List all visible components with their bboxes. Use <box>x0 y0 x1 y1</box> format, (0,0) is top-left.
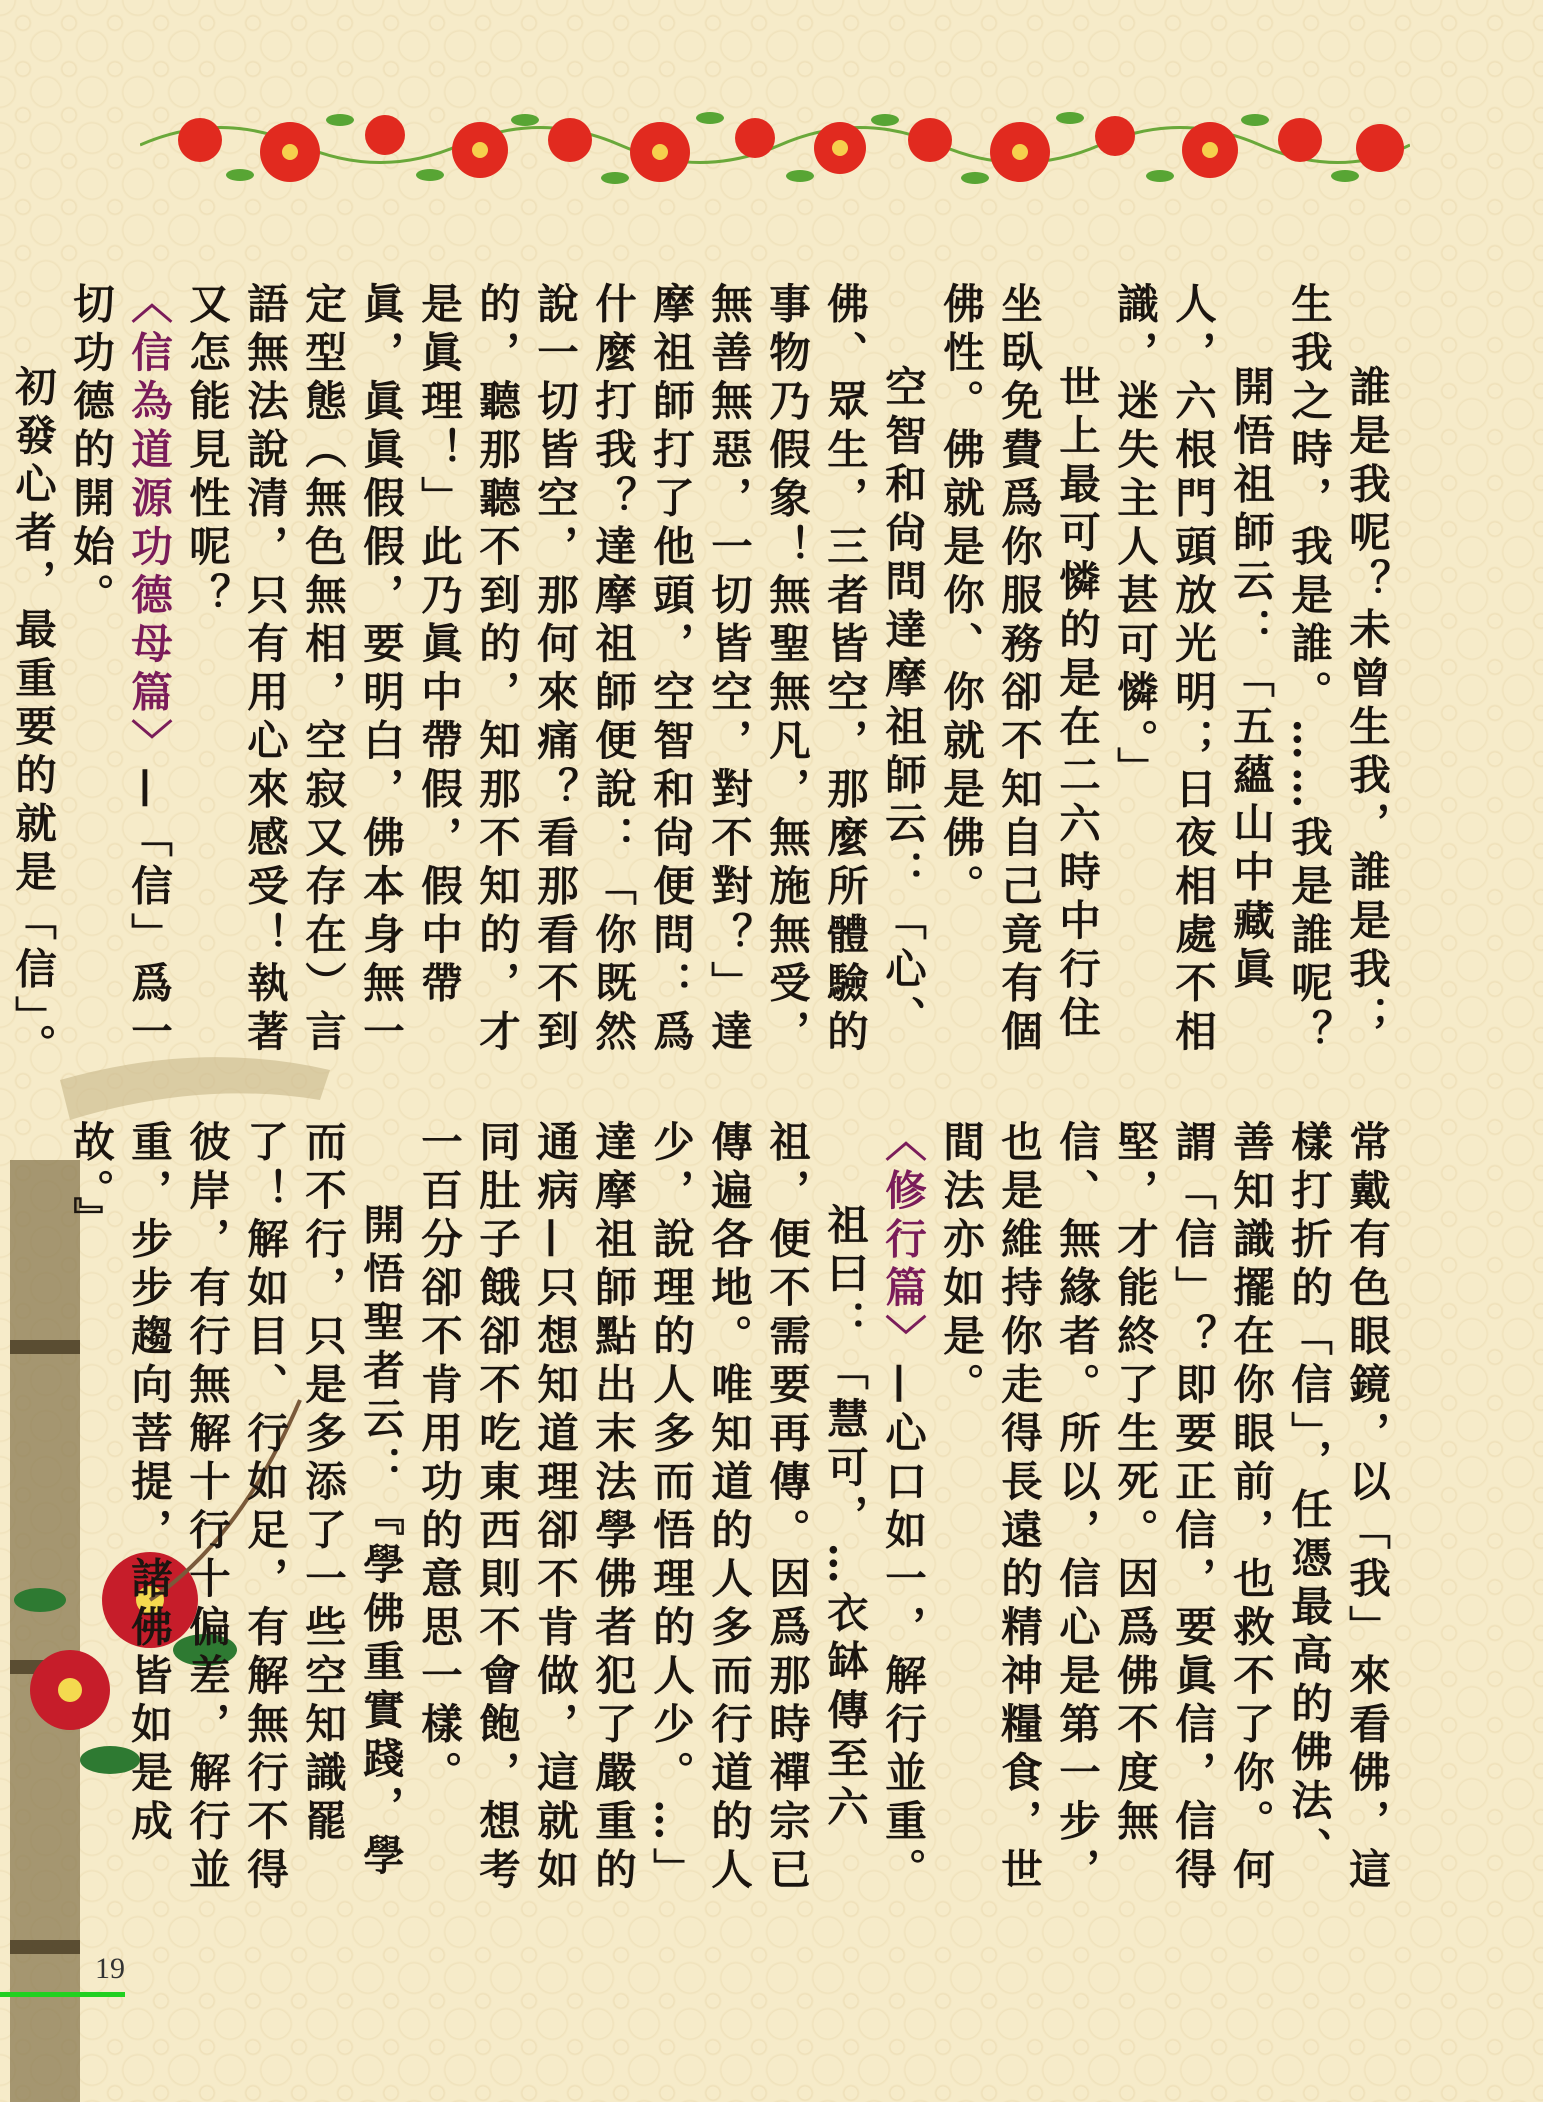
paragraph: 空智和尙問達摩祖師云：「心、佛、眾生，三者皆空，那麼所體驗的事物乃假象！無聖無凡，無施無受，無善無惡，一切皆空，對不對？」達摩祖師打了他頭，空智和尙便問：爲什麼打我？達摩祖師便說：「你既然說一切皆空，那何來痛？看那看不到的，聽那聽不到的，知那不知的，才是眞理！」此乃眞中帶假，假中帶眞，眞眞假假，要明白，佛本身無一定型態（無色無相，空寂又存在）言語無法說清，只有用心來感受！執著又怎能見性呢？ <box>182 282 927 1058</box>
paragraph: 開悟祖師云：「五蘊山中藏眞人，六根門頭放光明；日夜相處不相識，迷失主人甚可憐。」 <box>1110 282 1275 1058</box>
upper-text-block <box>8 282 1395 1082</box>
page-number-rule <box>0 1992 125 1997</box>
lower-text-block <box>66 1120 1395 1900</box>
section-heading: 〈信為道源功德母篇〉 <box>124 282 173 767</box>
section-heading-tail: —心口如一，解行並重。 <box>878 1362 927 1896</box>
paragraph: 誰是我呢？未曾生我，誰是我；生我之時，我是誰。……我是誰呢？ <box>1284 282 1391 1058</box>
paragraph: 開悟聖者云：『學佛重實踐，學而不行，只是多添了一些空知識罷了！解如目、行如足，有解無行不得彼岸，有行無解十行十偏差，解行並重，步步趨向菩提，諸佛皆如是成故。』 <box>66 1120 405 1896</box>
section-heading-line <box>61 282 177 1082</box>
paragraph: 初發心者，最重要的就是「信」。 <box>8 365 57 1072</box>
paragraph: 祖曰：「慧可，…衣缽傳至六祖，便不需要再傳。因爲那時禪宗已傳遍各地。唯知道的人多而行道的人少，說理的人多而悟理的人少。…」達摩祖師點出末法學佛者犯了嚴重的通病—只想知道理卻不肯做，這就如同肚子餓卻不吃東西則不會飽，想考一百分卻不肯用功的意思一樣。 <box>414 1120 869 1896</box>
page-number: 19 <box>95 1952 125 1985</box>
paragraph: 常戴有色眼鏡，以「我」來看佛，這樣打折的「信」，任憑最高的佛法、善知識擺在你眼前，也救不了你。何謂「信」？即要正信，要眞信，信得堅，才能終了生死。因爲佛不度無信、無緣者。所以，信心是第一步，也是維持你走得長遠的精神糧食，世間法亦如是。 <box>936 1120 1391 1896</box>
section-heading-line <box>873 1120 931 1900</box>
section-heading: 〈修行篇〉 <box>878 1120 927 1363</box>
floral-border-decoration <box>140 90 1410 200</box>
paragraph: 世上最可憐的是在二六時中行住坐臥免費爲你服務卻不知自己竟有個佛性。佛就是你、你就是佛。 <box>936 282 1101 1058</box>
flower-icons <box>178 112 1404 184</box>
section-heading-tail: —「信」爲一切功德的開始。 <box>66 282 173 1058</box>
